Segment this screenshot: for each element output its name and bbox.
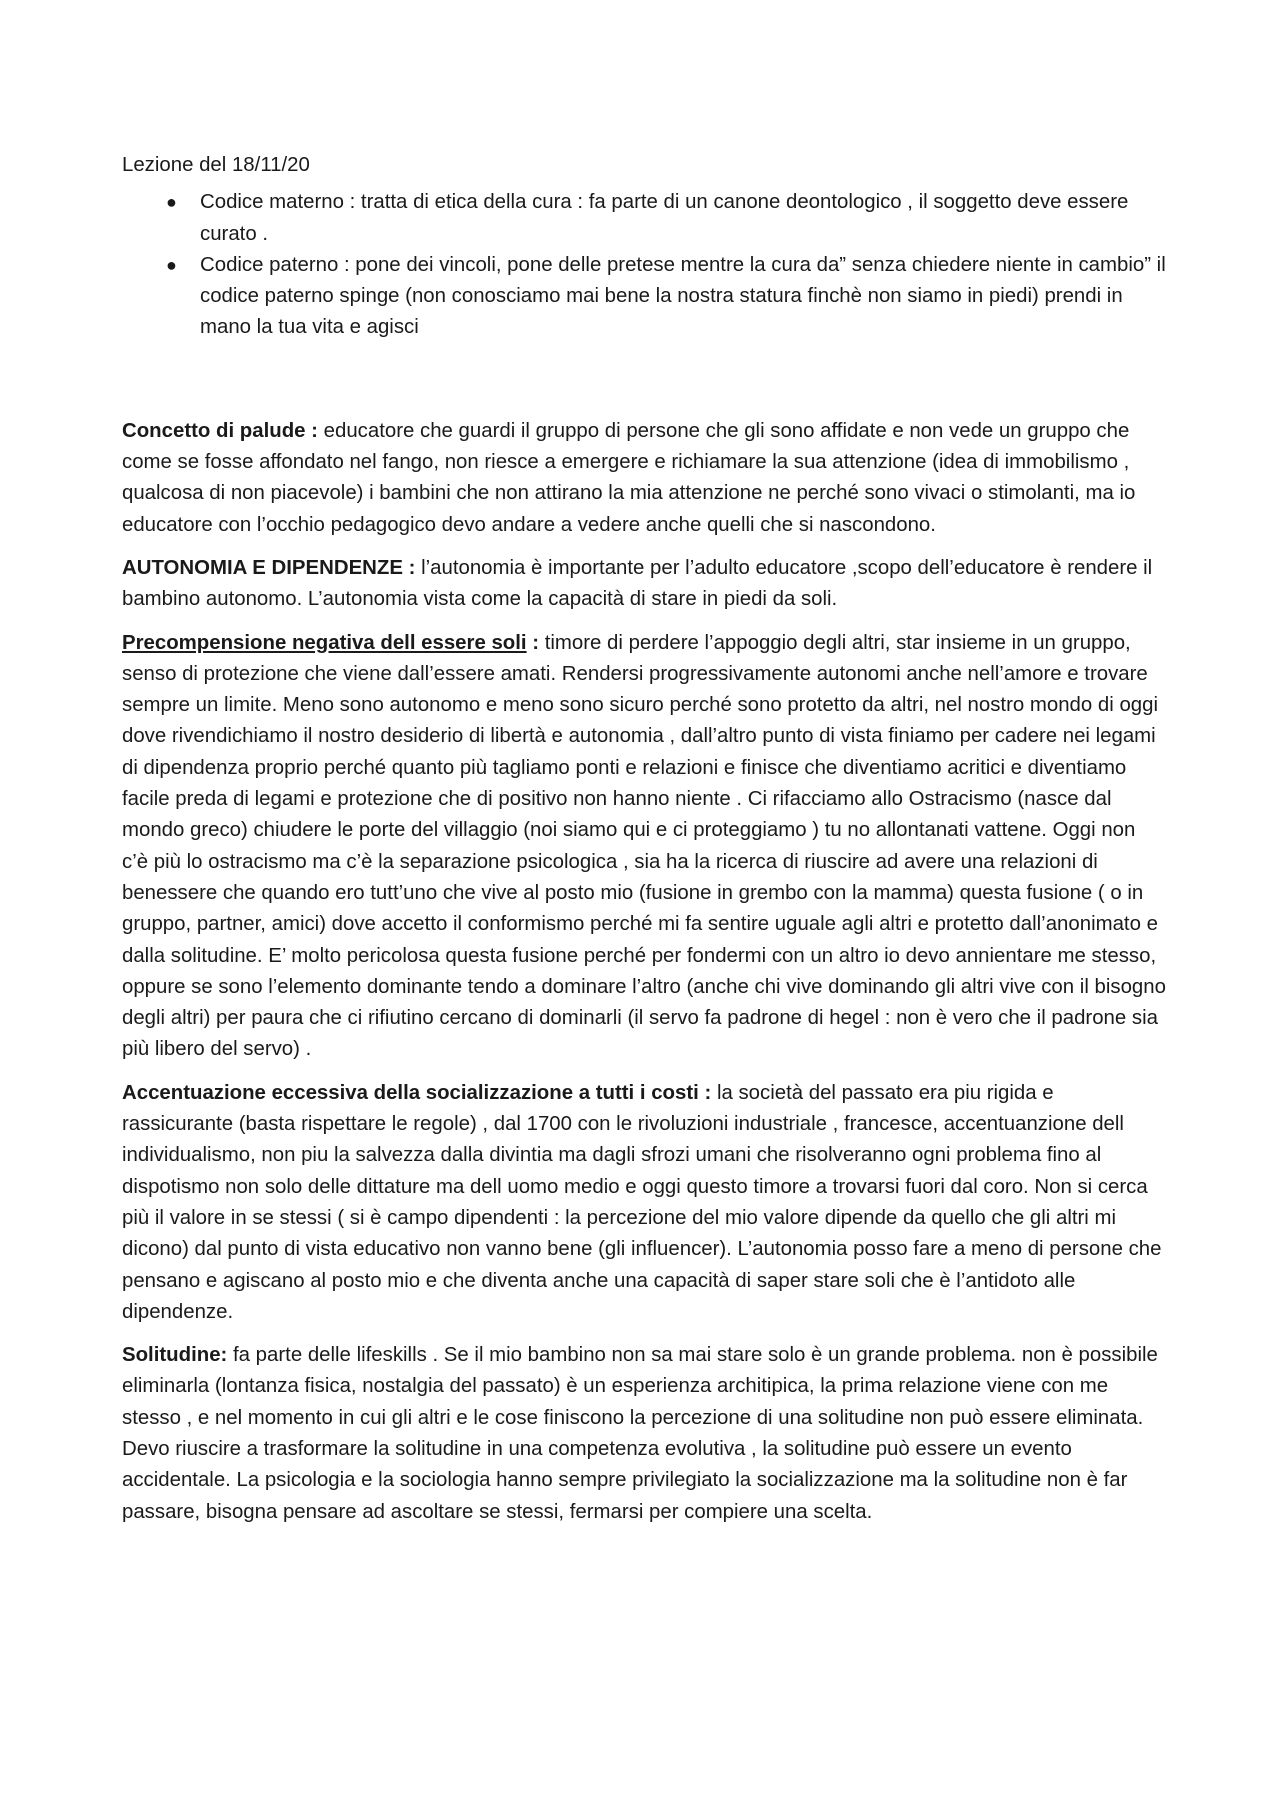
paragraph-autonomia-e-dipendenze bbox=[122, 553, 1166, 616]
code-list bbox=[122, 187, 1166, 343]
paragraph-heading-suffix: : bbox=[526, 631, 540, 654]
paragraph-precompensione bbox=[122, 628, 1166, 1066]
document-page bbox=[122, 150, 1166, 1540]
paragraph-solitudine bbox=[122, 1340, 1166, 1528]
list-item-codice-materno bbox=[122, 187, 1166, 250]
paragraph-heading: AUTONOMIA E DIPENDENZE : bbox=[122, 556, 416, 579]
bullet-icon: ● bbox=[166, 254, 177, 275]
list-item-text: Codice paterno : pone dei vincoli, pone delle pretese mentre la cura da” senza chiedere niente in cambio” il codice paterno spinge (non conosciamo mai bene la nostra statura finchè non siamo in piedi) prendi in mano la tua vita e agisci bbox=[200, 253, 1166, 339]
paragraph-body: fa parte delle lifeskills . Se il mio bambino non sa mai stare solo è un grande problema. non è possibile eliminarla (lontanza fisica, nostalgia del passato) è un esperienza architipica, la prima relazione viene con me stesso , e nel momento in cui gli altri e le cose finiscono la percezione di una solitudine non può essere eliminata. Devo riuscire a trasformare la solitudine in una competenza evolutiva , la solitudine può essere un evento accidentale. La psicologia e la sociologia hanno sempre privilegiato la socializzazione ma la solitudine non è far passare, bisogna pensare ad ascoltare se stessi, fermarsi per compiere una scelta. bbox=[122, 1344, 1158, 1523]
spacer bbox=[122, 344, 1166, 416]
paragraph-heading: Accentuazione eccessiva della socializzazione a tutti i costi : bbox=[122, 1081, 712, 1104]
paragraph-accentuazione bbox=[122, 1078, 1166, 1328]
paragraph-body: educatore che guardi il gruppo di persone che gli sono affidate e non vede un gruppo che come se fosse affondato nel fango, non riesce a emergere e richiamare la sua attenzione (idea di immobilismo , qualcosa di non piacevole) i bambini che non attirano la mia attenzione ne perché sono vivaci o stimolanti, ma io educatore con l’occhio pedagogico devo andare a vedere anche quelli che si nascondono. bbox=[122, 419, 1136, 536]
bullet-icon: ● bbox=[166, 192, 177, 213]
list-item-text: Codice materno : tratta di etica della cura : fa parte di un canone deontologico , il soggetto deve essere curato . bbox=[200, 191, 1129, 245]
paragraph-heading: Precompensione negativa dell essere soli bbox=[122, 631, 527, 654]
lesson-date: Lezione del 18/11/20 bbox=[122, 154, 310, 176]
paragraph-body: timore di perdere l’appoggio degli altri, star insieme in un gruppo, senso di protezione che viene dall’essere amati. Rendersi progressivamente autonomi anche nell’amore e trovare sempre un limite. Meno sono autonomo e meno sono sicuro perché sono protetto da altri, nel nostro mondo di oggi dove rivendichiamo il nostro desiderio di libertà e autonomia , dall’altro punto di vista finiamo per cadere nei legami di dipendenza proprio perché quanto più tagliamo ponti e relazioni e finisce che diventiamo acritici e diventiamo facile preda di legami e protezione che di positivo non hanno niente . Ci rifacciamo allo Ostracismo (nasce dal mondo greco) chiudere le porte del villaggio (noi siamo qui e ci proteggiamo ) tu no allontanati vattene. Oggi non c’è più lo ostracismo ma c’è la separazione psicologica , sia ha la ricerca di riuscire ad avere una relazioni di benessere che quando ero tutt’uno che vive al posto mio (fusione in grembo con la mamma) questa fusione ( o in gruppo, partner, amici) dove accetto il conformismo perché mi fa sentire uguale agli altri e protetto dall’anonimato e dalla solitudine. E’ molto pericolosa questa fusione perché per fondermi con un altro io devo annientare me stesso, oppure se sono l’elemento dominante tendo a dominare l’altro (anche chi vive dominando gli altri vive con il bisogno degli altri) per paura che ci rifiutino cercano di dominarli (il servo fa padrone di hegel : non è vero che il padrone sia più libero del servo) . bbox=[122, 631, 1166, 1061]
list-item-codice-paterno bbox=[122, 250, 1166, 344]
paragraph-heading: Concetto di palude : bbox=[122, 419, 318, 442]
paragraph-body: la società del passato era piu rigida e rassicurante (basta rispettare le regole) , dal 1700 con le rivoluzioni industriale , francesce, accentuanzione dell individualismo, non piu la salvezza dalla divintia ma dagli sfrozi umani che risolveranno ogni problema fino al dispotismo non solo delle dittature ma dell uomo medio e oggi questo timore a trovarsi fuori dal coro. Non si cerca più il valore in se stessi ( si è campo dipendenti : la percezione del mio valore dipende da quello che gli altri mi dicono) dal punto di vista educativo non vanno bene (gli influencer). L’autonomia posso fare a meno di persone che pensano e agiscano al posto mio e che diventa anche una capacità di saper stare soli che è l’antidoto alle dipendenze. bbox=[122, 1081, 1162, 1323]
paragraph-concetto-di-palude bbox=[122, 416, 1166, 541]
paragraph-heading: Solitudine: bbox=[122, 1344, 228, 1367]
paragraph-body: l’autonomia è importante per l’adulto educatore ,scopo dell’educatore è rendere il bambino autonomo. L’autonomia vista come la capacità di stare in piedi da soli. bbox=[122, 556, 1153, 611]
